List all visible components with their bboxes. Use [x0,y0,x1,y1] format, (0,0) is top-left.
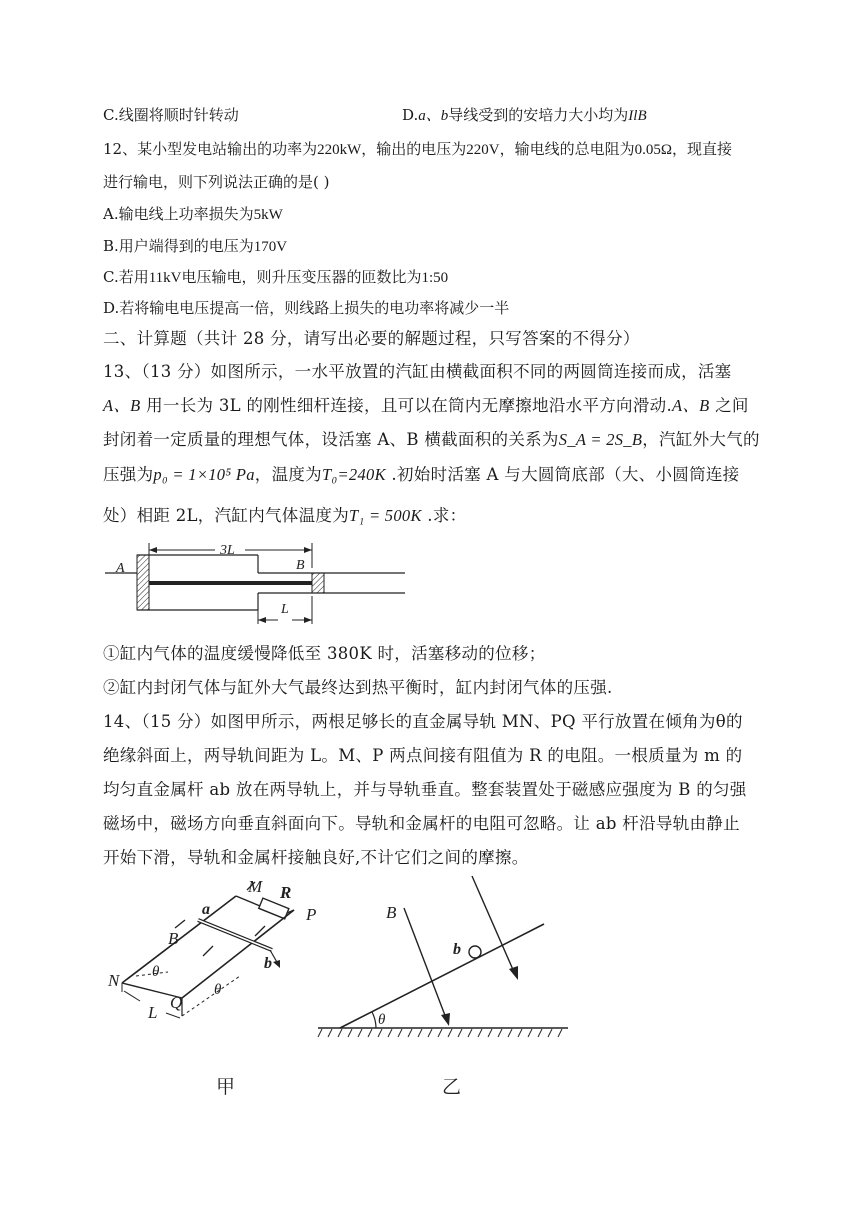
figure-yi [310,868,580,1100]
area-relation-formula: S_A = 2S_B [558,430,643,449]
caption-jia: 甲 [216,1077,236,1098]
piston-b [312,573,324,593]
label-b: b [264,955,272,972]
label-theta-2: θ [214,982,222,998]
rod-b-circle [469,946,481,958]
rod [149,581,312,585]
q11-option-c: C.线圈将顺时针转动 [103,106,239,124]
label-A: A [116,561,125,576]
label-L: L [148,1003,158,1022]
q11-option-d-value: IlB [628,108,647,124]
temp0-formula: T₀=240K [321,465,386,484]
label-b-yi: b [453,941,461,958]
q12-option-b: B.用户端得到的电压为170V [103,237,288,255]
label-N: N [108,971,120,990]
caption-yi: 乙 [442,1077,462,1098]
section-heading: 二、计算题（共计 28 分，请写出必要的解题过程，只写答案的不得分） [103,329,640,348]
label-theta-yi: θ [378,1012,386,1028]
q14-line3: 均匀直金属杆 ab 放在两导轨上，并与导轨垂直。整套装置处于磁感应强度为 B 的匀强 [103,780,747,799]
q13-line5: 处）相距 2L，汽缸内气体温度为T₁ = 500K .求： [103,506,467,525]
cylinder-figure [100,538,410,628]
q13-line2: A、B 用一长为 3L 的刚性细杆连接，且可以在筒内无摩擦地沿水平方向滑动.A、B 之间 [103,396,749,415]
q11-option-d: D.a、b导线受到的安培力大小均为IlB [402,106,647,124]
q11-option-d-var: a、b [418,108,449,124]
q13-line1: 13、（13 分）如图所示，一水平放置的汽缸由横截面积不同的两圆筒连接而成，活塞 [103,362,732,381]
label-B-field-yi: B [386,903,397,922]
label-a: a [202,901,210,918]
q13-sub1: ①缸内气体的温度缓慢降低至 380K 时，活塞移动的位移； [103,644,546,663]
q14-line4: 磁场中，磁场方向垂直斜面向下。导轨和金属杆的电阻可忽略。让 ab 杆沿导轨由静止 [103,814,740,833]
label-B-field: B [168,929,179,948]
q12-stem-line2: 进行输电，则下列说法正确的是( ) [103,173,330,191]
figure-jia [100,868,340,1100]
q13-line3: 封闭着一定质量的理想气体，设活塞 A、B 横截面积的关系为S_A = 2S_B，汽缸外大气的 [103,430,760,449]
q12-option-d: D.若将输电电压提高一倍，则线路上损失的电功率将减少一半 [103,299,510,317]
q14-line1: 14、（15 分）如图甲所示，两根足够长的直金属导轨 MN、PQ 平行放置在倾角为θ的 [103,712,743,731]
label-R: R [280,883,292,902]
piston-a [137,555,149,610]
q14-line5: 开始下滑，导轨和金属杆接触良好,不计它们之间的摩擦。 [103,848,529,867]
q14-line2: 绝缘斜面上，两导轨间距为 L。M、P 两点间接有阻值为 R 的电阻。一根质量为 m 的 [103,746,743,765]
q13-sub2: ②缸内封闭气体与缸外大气最终达到热平衡时，缸内封闭气体的压强. [103,678,613,697]
label-L: L [281,602,289,617]
label-M: M [248,877,263,896]
temp1-formula: T₁ = 500K [349,506,422,525]
pressure-formula: p₀ = 1×10⁵ Pa [153,465,255,484]
q12-option-a: A.输电线上功率损失为5kW [103,205,283,223]
q12-stem-line1: 12、某小型发电站输出的功率为220kW，输出的电压为220V，输电线的总电阻为0.05Ω，现直接 [103,140,733,158]
q13-line4: 压强为p₀ = 1×10⁵ Pa，温度为T₀=240K .初始时活塞 A 与大圆筒底部（大、小圆筒连接 [103,465,740,484]
label-Q: Q [170,993,183,1012]
label-P: P [306,905,317,924]
q12-option-c: C.若用11kV电压输电，则升压变压器的匝数比为1:50 [103,268,449,286]
label-3L: 3L [220,543,235,558]
label-B: B [296,558,305,573]
label-theta-1: θ [152,964,160,980]
incline [340,924,544,1028]
